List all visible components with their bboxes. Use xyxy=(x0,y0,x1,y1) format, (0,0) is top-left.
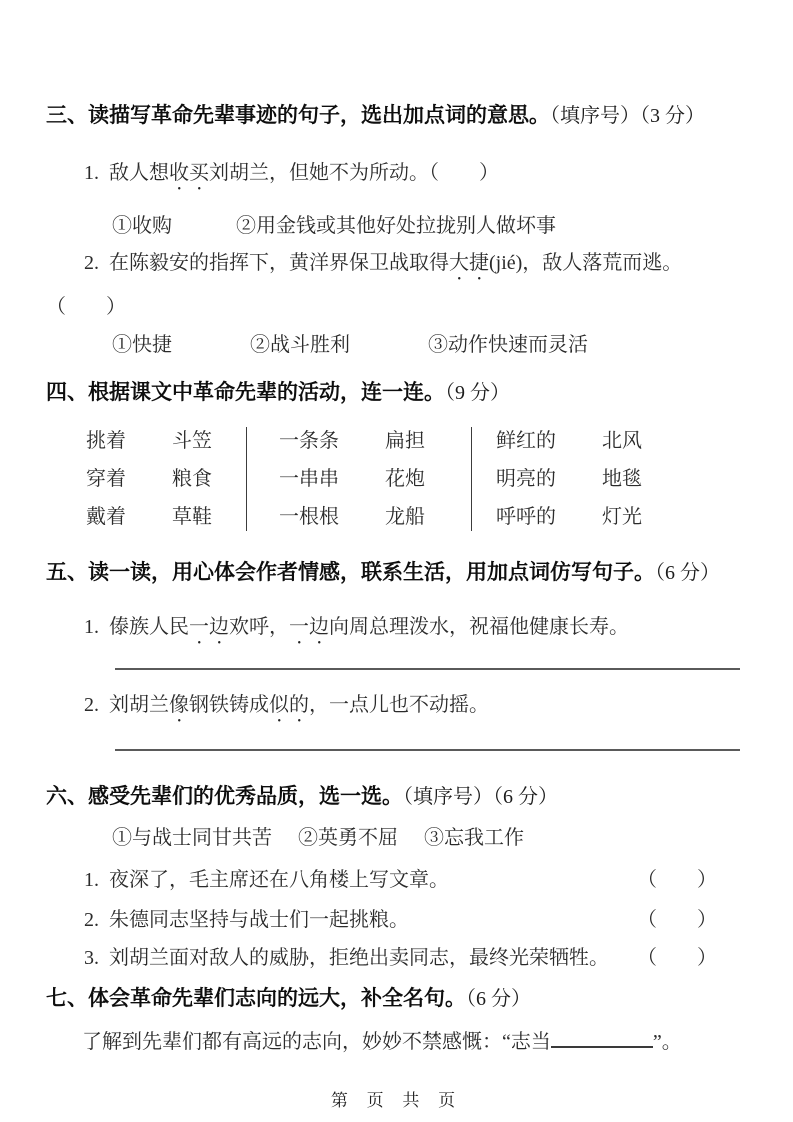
question-text: ”。 xyxy=(652,1031,682,1053)
section-6-score: （填序号）（6 分） xyxy=(403,786,558,808)
match-word: 花炮 xyxy=(385,468,425,490)
section-6-heading-text: 感受先辈们的优秀品质，选一选。 xyxy=(88,785,403,808)
question-number: 2. xyxy=(84,909,99,931)
section-3-heading-text: 读描写革命先辈事迹的句子，选出加点词的意思。 xyxy=(88,104,550,127)
match-word: 明亮的 xyxy=(496,468,556,490)
answer-line xyxy=(115,749,740,751)
match-word: 一串串 xyxy=(279,468,339,490)
question-7-body xyxy=(82,1027,745,1057)
matching-group-1 xyxy=(86,427,246,531)
section-4-heading-text: 根据课文中革命先辈的活动，连一连。 xyxy=(88,381,445,404)
question-text: 了解到先辈们都有高远的志向，妙妙不禁感慨：“志当 xyxy=(82,1031,551,1053)
match-word: 粮食 xyxy=(172,468,212,490)
section-7-heading xyxy=(46,983,745,1015)
section-7 xyxy=(46,983,745,1057)
question-number: 3. xyxy=(84,947,99,969)
question-number: 2. xyxy=(84,694,99,716)
match-word: 戴着 xyxy=(86,506,126,528)
emphasized-word: 一边 xyxy=(289,616,329,638)
question-6-3 xyxy=(84,943,745,973)
question-3-1-options xyxy=(112,211,745,241)
question-3-2-options xyxy=(112,330,745,360)
section-5-score: （6 分） xyxy=(655,562,720,584)
section-4-number: 四、 xyxy=(46,381,88,404)
option-2: ②用金钱或其他好处拉拢别人做坏事 xyxy=(236,215,556,237)
answer-paren: （ ） xyxy=(637,909,717,931)
matching-group-2 xyxy=(246,427,471,531)
matching-exercise xyxy=(86,427,745,531)
emphasized-word: 收买 xyxy=(169,162,209,184)
option-1: ①收购 xyxy=(112,215,172,237)
question-text: 夜深了，毛主席还在八角楼上写文章。 xyxy=(109,869,449,891)
question-number: 1. xyxy=(84,869,99,891)
match-word: 扁担 xyxy=(385,430,425,452)
option-1: ①与战士同甘共苦 xyxy=(112,827,272,849)
answer-paren: （ ） xyxy=(637,869,717,891)
match-word: 呼呼的 xyxy=(496,506,556,528)
question-3-2 xyxy=(84,248,745,285)
match-word: 穿着 xyxy=(86,468,126,490)
option-2: ②英勇不屈 xyxy=(298,827,398,849)
question-text-group xyxy=(84,905,409,935)
match-word: 草鞋 xyxy=(172,506,212,528)
question-text: (jié)，敌人落荒而逃。 xyxy=(489,252,683,274)
section-5-heading-text: 读一读，用心体会作者情感，联系生活，用加点词仿写句子。 xyxy=(88,561,655,584)
question-number: 1. xyxy=(84,162,99,184)
section-3-score: （填序号）（3 分） xyxy=(550,105,705,127)
match-word: 北风 xyxy=(602,430,642,452)
question-text: 刘胡兰面对敌人的威胁，拒绝出卖同志，最终光荣牺牲。 xyxy=(109,947,609,969)
section-7-number: 七、 xyxy=(46,987,88,1010)
fill-in-blank xyxy=(551,1028,653,1048)
answer-paren: （ ） xyxy=(46,296,126,318)
question-5-2 xyxy=(84,690,745,727)
match-word: 灯光 xyxy=(602,506,642,528)
section-3 xyxy=(46,100,745,360)
question-text: 在陈毅安的指挥下，黄洋界保卫战取得 xyxy=(109,252,449,274)
emphasized-word: 像 xyxy=(169,694,189,716)
match-word: 一条条 xyxy=(279,430,339,452)
question-text: 欢呼， xyxy=(229,616,289,638)
section-6 xyxy=(46,781,745,973)
question-5-1 xyxy=(84,612,745,649)
emphasized-word: 一边 xyxy=(189,616,229,638)
section-3-heading xyxy=(46,100,745,132)
section-4 xyxy=(46,377,745,531)
section-7-score: （6 分） xyxy=(466,988,531,1010)
option-2: ②战斗胜利 xyxy=(250,334,350,356)
question-text: 傣族人民 xyxy=(109,616,189,638)
option-3: ③动作快速而灵活 xyxy=(428,334,588,356)
question-text-group xyxy=(84,865,449,895)
match-word: 龙船 xyxy=(385,506,425,528)
answer-line xyxy=(115,668,740,670)
option-3: ③忘我工作 xyxy=(424,827,524,849)
question-text: 刘胡兰 xyxy=(109,694,169,716)
question-6-2 xyxy=(84,905,745,935)
question-6-1 xyxy=(84,865,745,895)
match-word: 地毯 xyxy=(602,468,642,490)
question-text-group xyxy=(84,943,609,973)
answer-paren: （ ） xyxy=(429,162,499,184)
question-text: 刘胡兰，但她不为所动。 xyxy=(209,162,429,184)
option-1: ①快捷 xyxy=(112,334,172,356)
question-text: 钢铁铸成 xyxy=(189,694,269,716)
answer-paren: （ ） xyxy=(637,947,717,969)
section-3-number: 三、 xyxy=(46,104,88,127)
question-3-1 xyxy=(84,158,745,195)
matching-group-3 xyxy=(471,427,642,531)
match-word: 一根根 xyxy=(279,506,339,528)
section-6-options xyxy=(112,823,745,853)
question-text: 向周总理泼水，祝福他健康长寿。 xyxy=(329,616,629,638)
section-6-number: 六、 xyxy=(46,785,88,808)
match-word: 斗笠 xyxy=(172,430,212,452)
question-text: 朱德同志坚持与战士们一起挑粮。 xyxy=(109,909,409,931)
emphasized-word: 似的 xyxy=(269,694,309,716)
match-word: 鲜红的 xyxy=(496,430,556,452)
question-number: 2. xyxy=(84,252,99,274)
match-word: 挑着 xyxy=(86,430,126,452)
section-4-heading xyxy=(46,377,745,409)
question-text: 敌人想 xyxy=(109,162,169,184)
section-5-number: 五、 xyxy=(46,561,88,584)
section-7-heading-text: 体会革命先辈们志向的远大，补全名句。 xyxy=(88,987,466,1010)
question-text: ，一点儿也不动摇。 xyxy=(309,694,489,716)
section-6-heading xyxy=(46,781,745,813)
section-4-score: （9 分） xyxy=(445,382,510,404)
emphasized-word: 大捷 xyxy=(449,252,489,274)
section-5 xyxy=(46,557,745,751)
question-number: 1. xyxy=(84,616,99,638)
page-footer: 第 页 共 页 xyxy=(330,1091,463,1110)
section-5-heading xyxy=(46,557,745,589)
